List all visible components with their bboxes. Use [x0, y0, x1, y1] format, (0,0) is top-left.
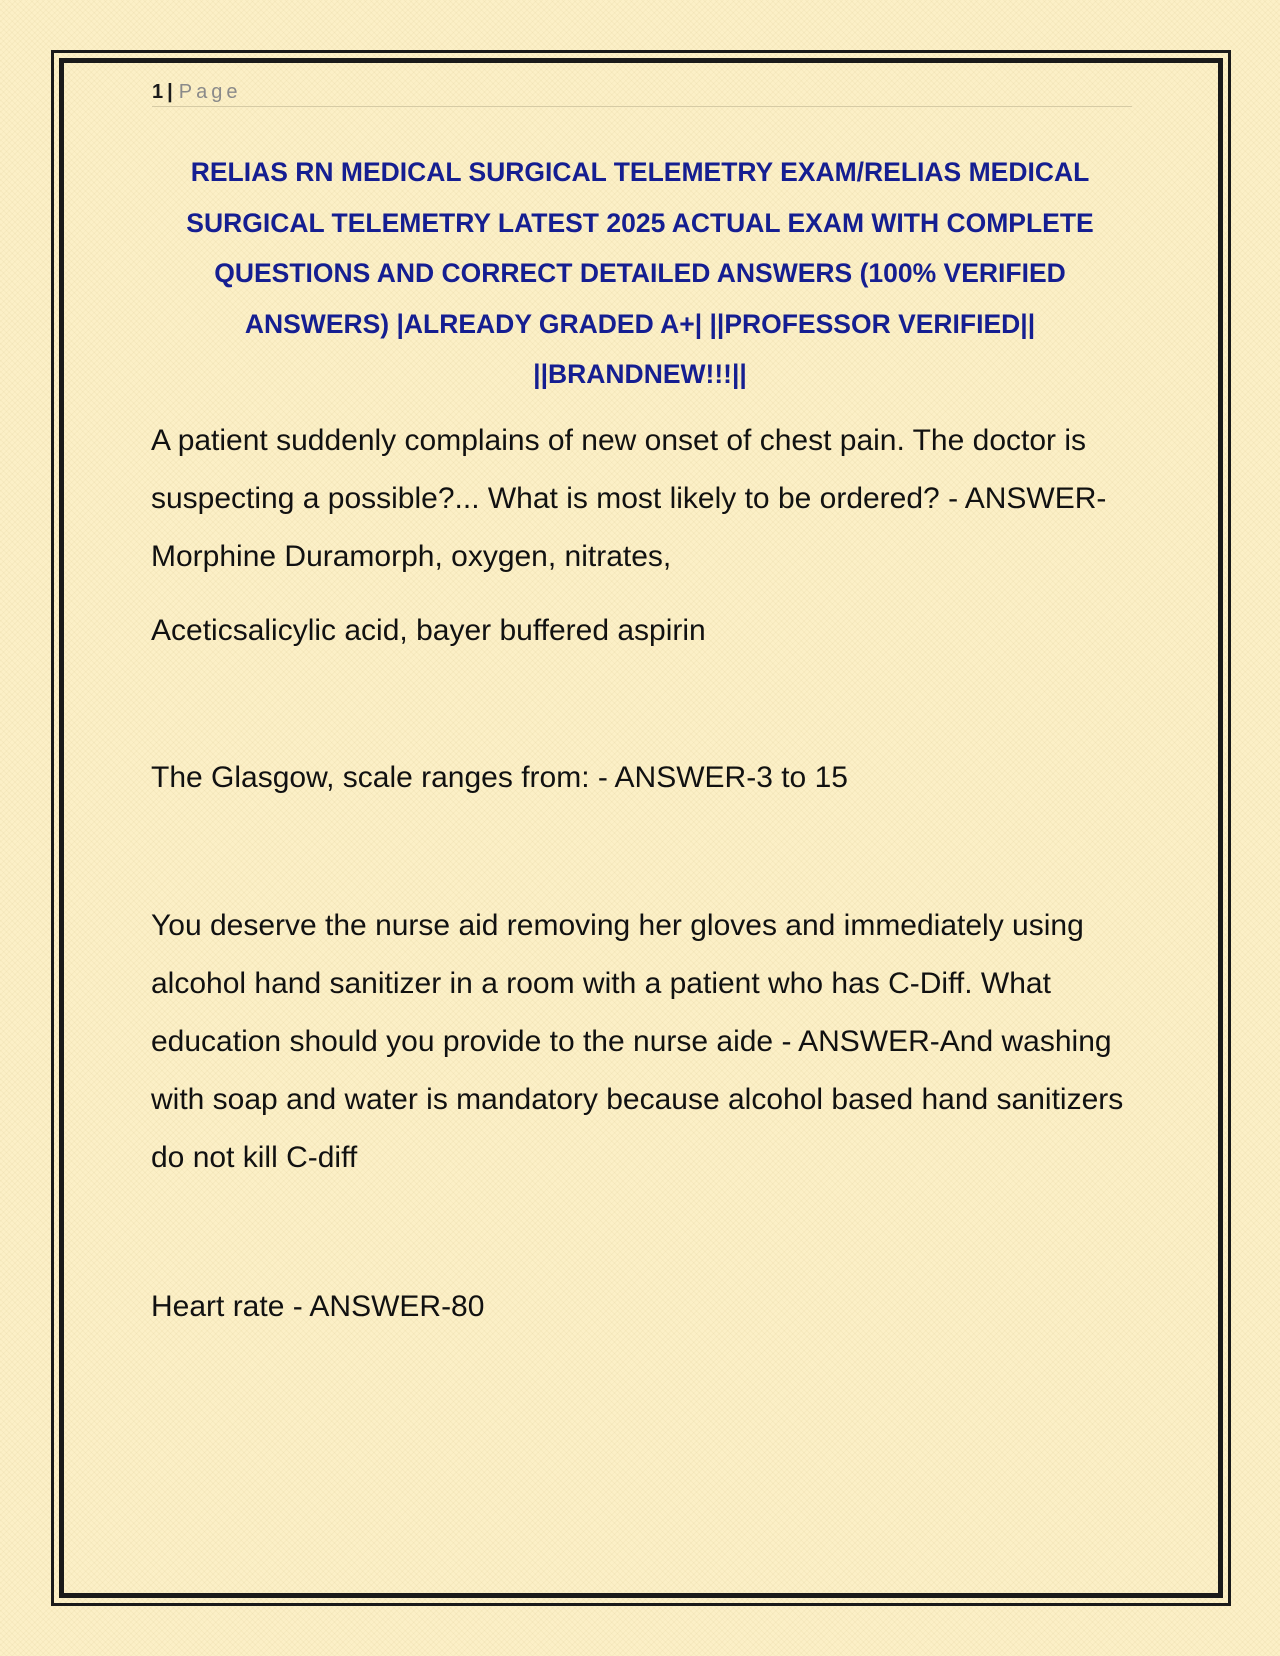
qa-item-chest-pain-continuation: Aceticsalicylic acid, bayer buffered aspirin — [151, 614, 706, 647]
document-title: RELIAS RN MEDICAL SURGICAL TELEMETRY EXAM/RELIAS MEDICAL SURGICAL TELEMETRY LATEST 2025 ACTUAL EXAM WITH COMPLETE QUESTIONS AND CORRECT DETAILED ANSWERS (100% VERIFIED ANSWERS) |ALREADY GRADED A+| ||PROFESSOR VERIFIED|| ||BRANDNEW!!!|| — [186, 157, 1094, 389]
page-number: 1 — [152, 81, 164, 103]
page-number-separator: | — [167, 81, 173, 103]
page-number-header — [152, 78, 1132, 107]
page-label: Page — [178, 81, 242, 103]
qa-item-c-diff-hand-hygiene: You deserve the nurse aid removing her gloves and immediately using alcohol hand sanitizer in a room with a patient who has C-Diff. What education should you provide to the nurse aide - ANSWER-And washing with soap and water is mandatory because alcohol based hand sanitizers do not kill C-diff — [151, 909, 1124, 1174]
qa-item-heart-rate: Heart rate - ANSWER-80 — [151, 1290, 485, 1323]
qa-item-glasgow-scale: The Glasgow, scale ranges from: - ANSWER-3 to 15 — [151, 761, 848, 794]
qa-item-chest-pain: A patient suddenly complains of new onset of chest pain. The doctor is suspecting a possible?... What is most likely to be ordered? - ANSWER-Morphine Duramorph, oxygen, nitrates, — [151, 424, 1107, 573]
